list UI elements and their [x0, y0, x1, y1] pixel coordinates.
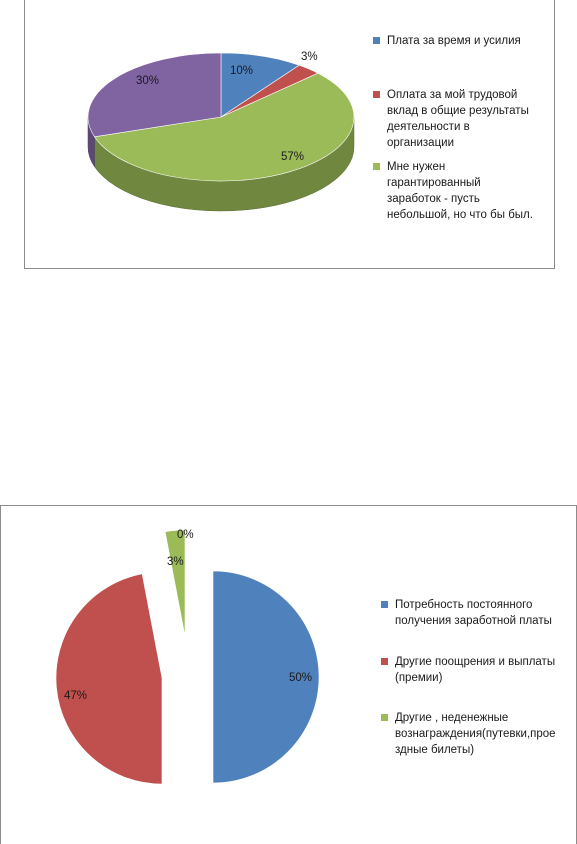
chart-2-frame — [0, 505, 577, 844]
chart-2-legend-swatch — [381, 658, 388, 665]
chart-2-legend-label: Потребность постоянного получения заработной платы — [395, 599, 552, 627]
chart-2-legend-label: Другие , неденежные вознаграждения(путевки,прое здные билеты) — [395, 712, 556, 756]
chart-2-slice — [56, 574, 162, 784]
chart-1-slices — [88, 53, 354, 181]
chart-2-slices — [56, 530, 319, 784]
chart-1-data-label: 3% — [301, 51, 318, 63]
chart-1-data-label: 57% — [281, 151, 305, 163]
chart-1-legend-label: Плата за время и усилия — [387, 35, 521, 47]
chart-1-legend-swatch — [373, 37, 380, 44]
chart-2-legend-swatch — [381, 714, 388, 721]
chart-1-legend-label: Мне нужен гарантированный заработок - пусть небольшой, но что бы был. — [387, 161, 533, 221]
chart-2-slice — [165, 530, 185, 636]
chart-2-legend-swatch — [381, 601, 388, 608]
chart-2-legend-label: Другие поощрения и выплаты (премии) — [395, 656, 556, 684]
chart-2-data-label: 50% — [289, 672, 313, 684]
chart-1-frame — [24, 0, 555, 269]
chart-1-legend-label: Оплата за мой трудовой вклад в общие результаты деятельности в организации — [387, 89, 529, 149]
chart-1-data-label: 30% — [136, 75, 160, 87]
chart-1-legend-swatch — [373, 163, 380, 170]
chart-2-data-label: 47% — [64, 690, 88, 702]
chart-2-data-label: 0% — [177, 529, 194, 541]
chart-2-data-label: 3% — [167, 556, 184, 568]
chart-1-data-label: 10% — [230, 65, 254, 77]
chart-1-legend-swatch — [373, 91, 380, 98]
